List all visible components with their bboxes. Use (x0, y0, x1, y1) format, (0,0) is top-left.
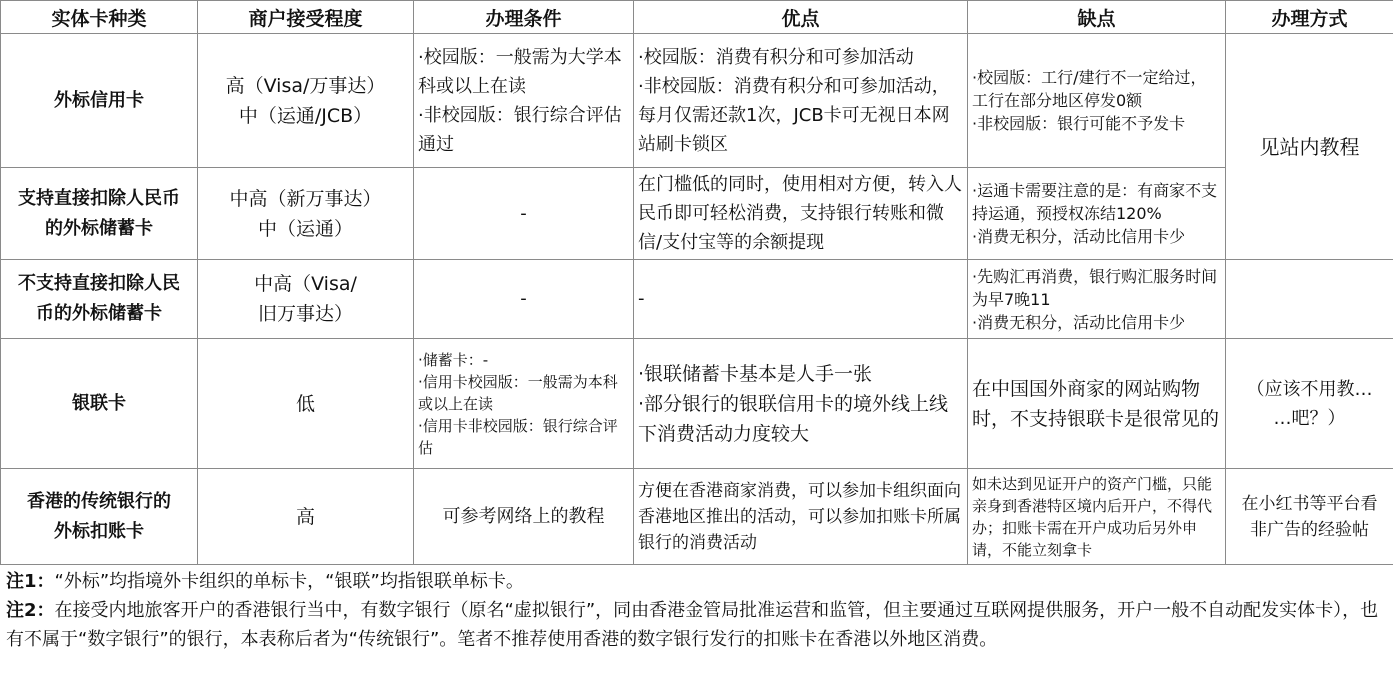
footnote-2 (6, 596, 1390, 654)
table-row (1, 339, 1393, 469)
card-type-cell: 外标信用卡 (1, 34, 198, 168)
method-cell: （应该不用教… …吧？） (1226, 339, 1393, 469)
conditions-cell: ·储蓄卡：- ·信用卡校园版：一般需为本科或以上在读 ·信用卡非校园版：银行综合评估 (414, 339, 634, 469)
footnote-text: “外标”均指境外卡组织的单标卡，“银联”均指银联单标卡。 (54, 571, 524, 592)
footnote-label: 注1： (6, 571, 55, 592)
conditions-cell: - (414, 168, 634, 260)
acceptance-cell: 高（Visa/万事达） 中（运通/JCB） (198, 34, 414, 168)
cons-cell: ·运通卡需要注意的是：有商家不支持运通，预授权冻结120% ·消费无积分，活动比信用卡少 (968, 168, 1226, 260)
method-cell-merged: 见站内教程 (1226, 34, 1393, 260)
header-acceptance: 商户接受程度 (198, 1, 414, 34)
method-cell-empty (1226, 260, 1393, 339)
cons-cell: 在中国国外商家的网站购物时，不支持银联卡是很常见的 (968, 339, 1226, 469)
header-conditions: 办理条件 (414, 1, 634, 34)
acceptance-cell: 中高（Visa/ 旧万事达） (198, 260, 414, 339)
conditions-cell: - (414, 260, 634, 339)
footnotes (6, 567, 1390, 654)
header-card-type: 实体卡种类 (1, 1, 198, 34)
cons-cell: ·先购汇再消费，银行购汇服务时间为早7晚11 ·消费无积分，活动比信用卡少 (968, 260, 1226, 339)
header-row (1, 1, 1393, 34)
acceptance-cell: 中高（新万事达） 中（运通） (198, 168, 414, 260)
card-type-cell: 不支持直接扣除人民 币的外标储蓄卡 (1, 260, 198, 339)
pros-cell: 在门槛低的同时，使用相对方便，转入人民币即可轻松消费，支持银行转账和微信/支付宝等的余额提现 (634, 168, 968, 260)
footnote-label: 注2： (6, 600, 55, 621)
table-row (1, 469, 1393, 565)
cons-cell: 如未达到见证开户的资产门槛，只能亲身到香港特区境内后开户，不得代办；扣账卡需在开户成功后另外申请，不能立刻拿卡 (968, 469, 1226, 565)
pros-cell: - (634, 260, 968, 339)
acceptance-cell: 低 (198, 339, 414, 469)
conditions-cell: 可参考网络上的教程 (414, 469, 634, 565)
header-cons: 缺点 (968, 1, 1226, 34)
conditions-cell: ·校园版：一般需为大学本科或以上在读 ·非校园版：银行综合评估通过 (414, 34, 634, 168)
table-row (1, 168, 1393, 260)
table-row (1, 260, 1393, 339)
pros-cell: 方便在香港商家消费，可以参加卡组织面向香港地区推出的活动，可以参加扣账卡所属银行的消费活动 (634, 469, 968, 565)
card-type-cell: 支持直接扣除人民币 的外标储蓄卡 (1, 168, 198, 260)
pros-cell: ·校园版：消费有积分和可参加活动 ·非校园版：消费有积分和可参加活动，每月仅需还款1次，JCB卡可无视日本网站刷卡锁区 (634, 34, 968, 168)
table-row (1, 34, 1393, 168)
acceptance-cell: 高 (198, 469, 414, 565)
pros-cell: ·银联储蓄卡基本是人手一张 ·部分银行的银联信用卡的境外线上线下消费活动力度较大 (634, 339, 968, 469)
cons-cell: ·校园版：工行/建行不一定给过，工行在部分地区停发0额 ·非校园版：银行可能不予发卡 (968, 34, 1226, 168)
header-method: 办理方式 (1226, 1, 1393, 34)
footnote-text: 在接受内地旅客开户的香港银行当中，有数字银行（原名“虚拟银行”，同由香港金管局批准运营和监管，但主要通过互联网提供服务，开户一般不自动配发实体卡），也有不属于“数字银行”的银行，本表称后者为“传统银行”。笔者不推荐使用香港的数字银行发行的扣账卡在香港以外地区消费。 (6, 600, 1379, 650)
footnote-1 (6, 567, 1390, 596)
card-type-cell: 香港的传统银行的 外标扣账卡 (1, 469, 198, 565)
method-cell: 在小红书等平台看 非广告的经验帖 (1226, 469, 1393, 565)
card-type-cell: 银联卡 (1, 339, 198, 469)
header-pros: 优点 (634, 1, 968, 34)
